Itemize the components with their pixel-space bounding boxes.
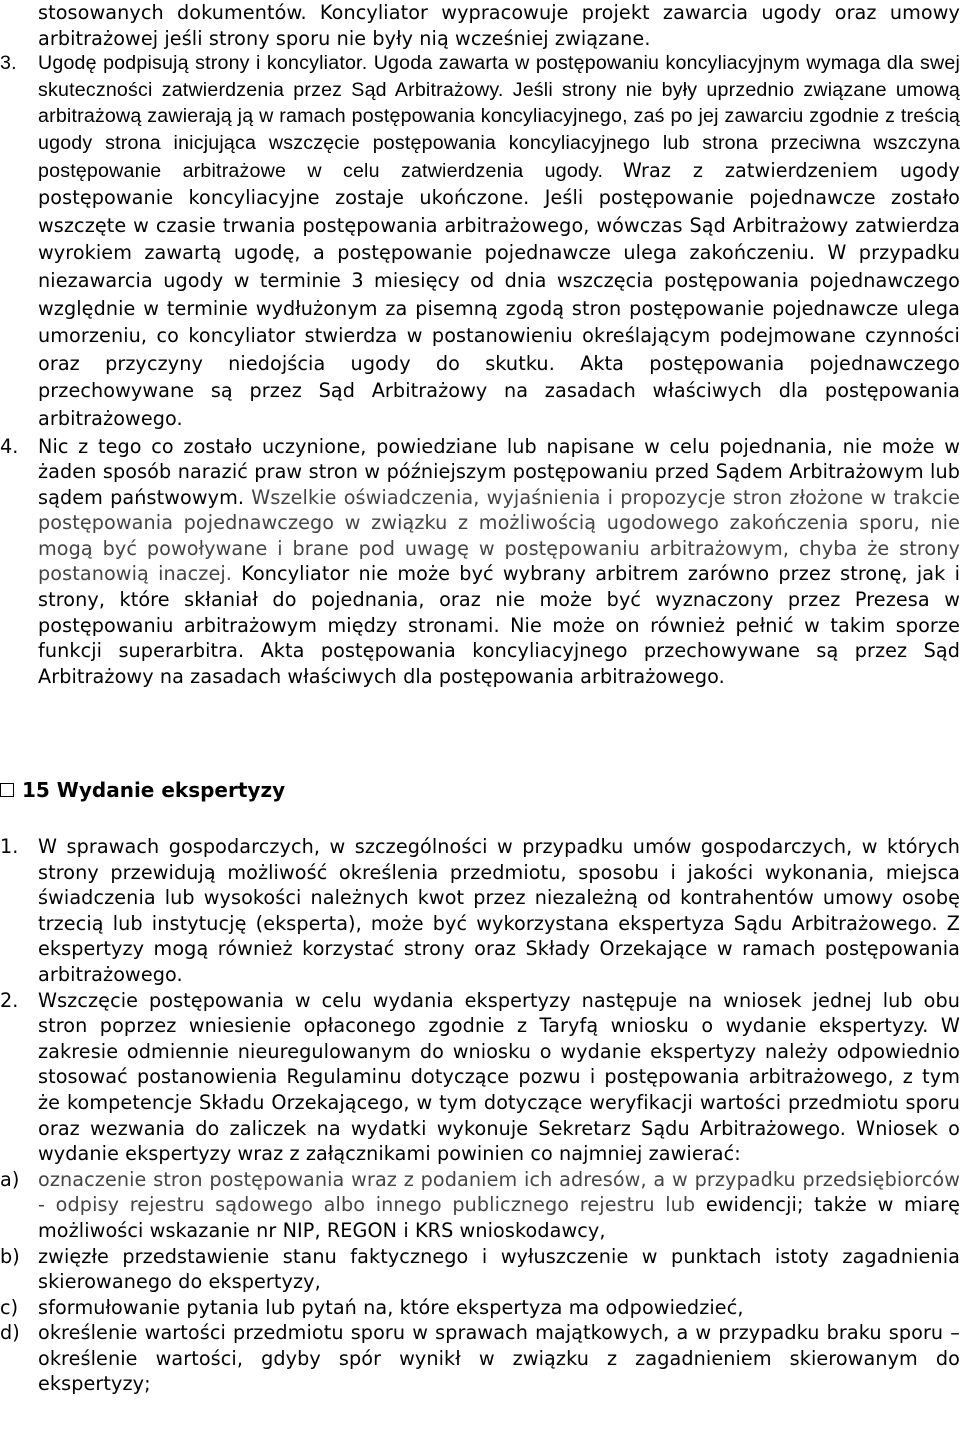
item-3-text-arial: Ugodę podpisują strony i koncyliator. Ugoda zawarta w postępowaniu koncyliacyjnym wymaga dla swej skuteczności zatwierdzenia przez Sąd Arbitrażowy. Jeśli strony nie były uprzednio związane umową arbitrażową zawierają ją w ramach postępowania koncyliacyjnego, zaś po jej zawarciu zgodnie z treścią ugody strona inicjująca wszczęcie postępowania koncyliacyjnego lub strona przeciwna wszczyna postępowanie arbitrażowe w celu zatwierdzenia ugody. [38, 52, 960, 182]
item-3-text: Wraz z zatwierdzeniem ugody postępowanie koncyliacyjne zostaje ukończone. Jeśli postępowanie pojednawcze zostało wszczęte w czasie trwania postępowania arbitrażowego, wówczas Sąd Arbitrażowy zatwierdza wyrokiem zawartą ugodę, a postępowanie pojednawcze ulega zakończeniu. W przypadku niezawarcia ugody w terminie 3 miesięcy od dnia wszczęcia postępowania pojednawczego względnie w terminie wydłużonym za pisemną zgodą stron postępowanie pojednawcze ulega umorzeniu, co koncyliator stwierdza w postanowieniu określającym podejmowane czynności oraz przyczyny niedojścia ugody do skutku. Akta postępowania pojednawczego przechowywane są przez Sąd Arbitrażowy na zasadach właściwych dla postępowania arbitrażowego. [38, 158, 960, 430]
sub-item-c-text: sformułowanie pytania lub pytań na, które ekspertyza ma odpowiedzieć, [38, 1295, 744, 1319]
heading-text: 15 Wydanie ekspertyzy [22, 778, 286, 802]
sub-item-a-gray: oznaczenie stron postępowania wraz z podaniem ich adresów, a w przypadku przedsiębiorców - odpisy rejestru sądowego albo innego publicznego rejestru lub [38, 1167, 960, 1217]
item-4-text-gray: Wszelkie oświadczenia, wyjaśnienia i propozycje stron złożone w trakcie postępowania pojednawczego w związku z możliwością ugodowego zakończenia sporu, nie mogą być powoływane i brane pod uwagę w postępowaniu arbitrażowym, chyba że strony postanowią inaczej. [38, 485, 960, 586]
sub-item-d-text: określenie wartości przedmiotu sporu w sprawach majątkowych, a w przypadku braku sporu – określenie wartości, gdyby spór wynikł w związku z zagadnieniem skierowanym do ekspertyzy; [38, 1321, 960, 1396]
item-4-text-a: Nic z tego co zostało uczynione, powiedziane lub napisane w celu pojednania, nie może w żaden sposób narazić praw stron w późniejszym postępowaniu przed Sądem Arbitrażowym lub sądem państwowym. [38, 434, 960, 509]
item-2-text: Wszczęcie postępowania w celu wydania ekspertyzy następuje na wniosek jednej lub obu stron poprzez wniesienie opłaconego zgodnie z Taryfą wniosku o wydanie ekspertyzy. W zakresie odmiennie nieuregulowanym do wniosku o wydanie ekspertyzy należy odpowiednio stosować postanowienia Regulaminu dotyczące pozwu i postępowania arbitrażowego, z tym że kompetencje Składu Orzekającego, w tym dotyczące weryfikacji wartości przedmiotu sporu oraz wezwania do zaliczek na wydatki wykonuje Sekretarz Sądu Arbitrażowego. Wniosek o wydanie ekspertyzy wraz z załącznikami powinien co najmniej zawierać: [38, 988, 960, 1166]
sub-item-letter: d) [0, 1321, 20, 1345]
list-number: 3. [0, 52, 17, 75]
sub-item-d [0, 1320, 960, 1397]
list-item-1 [0, 834, 960, 988]
sub-item-a-text: ewidencji; także w miarę możliwości wskazanie nr NIP, REGON i KRS wnioskodawcy, [38, 1193, 960, 1242]
section-15 [0, 834, 960, 1397]
section-heading [0, 778, 285, 802]
item-1-text: W sprawach gospodarczych, w szczególności w przypadku umów gospodarczych, w których strony przewidują możliwość określenia przedmiotu, sposobu i jakości wykonania, miejsca świadczenia lub wysokości należnych kwot przez niezależną od kontrahentów umowy osobę trzecią lub instytucję (eksperta), może być wykorzystana ekspertyza Sądu Arbitrażowego. Z ekspertyzy mogą również korzystać strony oraz Składy Orzekające w ramach postępowania arbitrażowego. [38, 835, 960, 986]
item-4-text-b: Koncyliator nie może być wybrany arbitrem zarówno przez stronę, jak i strony, które skłaniał do pojednania, oraz nie może być wyznaczony przez Prezesa w postępowaniu arbitrażowym między stronami. Nie może on również pełnić w takim sporze funkcji superarbitra. Akta postępowania koncyliacyjnego przechowywane są przez Sąd Arbitrażowy na zasadach właściwych dla postępowania arbitrażowego. [38, 562, 960, 688]
sub-item-letter: a) [0, 1167, 20, 1191]
sub-item-a [0, 1167, 960, 1244]
sub-item-letter: c) [0, 1295, 19, 1319]
list-item-2 [0, 988, 960, 1167]
list-item-4 [0, 434, 960, 690]
list-number: 1. [0, 835, 19, 858]
section-14-continuation [0, 0, 960, 689]
sub-item-b-text: zwięzłe przedstawienie stanu faktycznego i wyłuszczenie w punktach istoty zagadnienia skierowanego do ekspertyzy, [38, 1244, 960, 1294]
sub-item-letter: b) [0, 1244, 20, 1268]
list-item-3 [0, 51, 960, 433]
paragraph-continuation: stosowanych dokumentów. Koncyliator wypracowuje projekt zawarcia ugody oraz umowy arbitrażowej jeśli strony sporu nie były nią wcześniej związane. [38, 1, 960, 50]
heading-bullet-icon [0, 783, 14, 797]
sub-item-c [0, 1295, 960, 1321]
sub-item-b [0, 1244, 960, 1295]
list-number: 4. [0, 434, 19, 458]
list-number: 2. [0, 988, 19, 1012]
